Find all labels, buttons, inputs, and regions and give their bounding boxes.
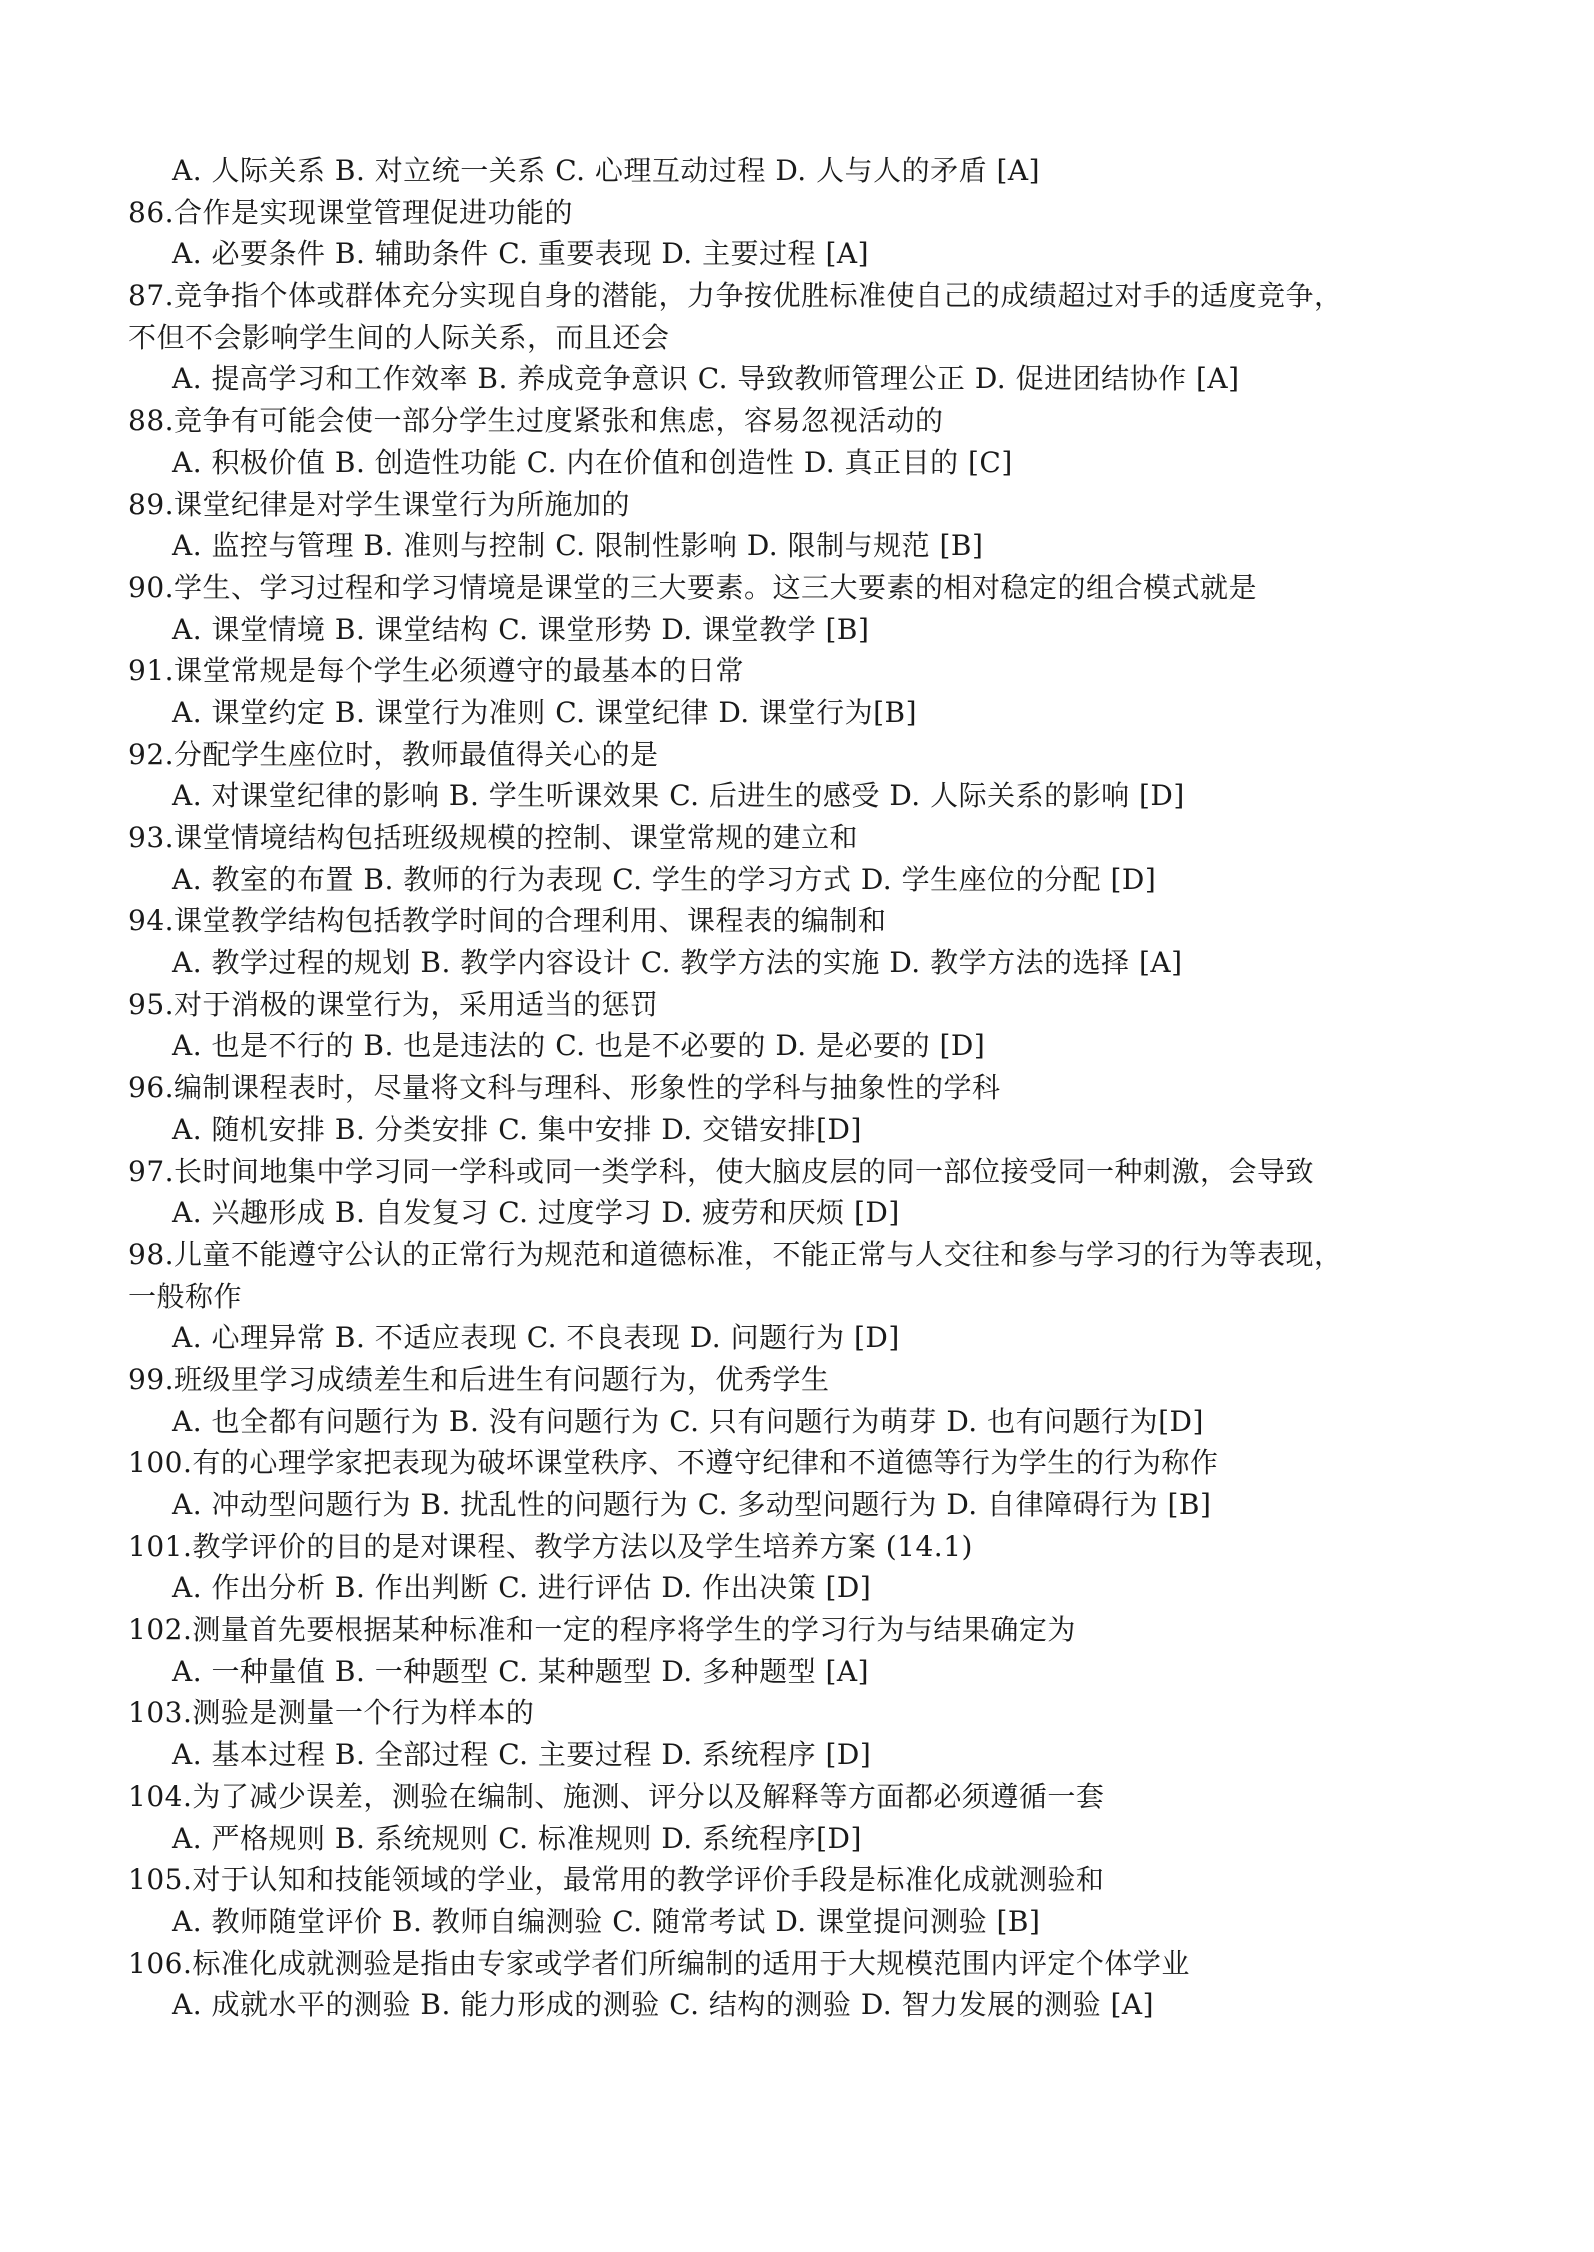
question-text-line: 95.对于消极的课堂行为，采用适当的惩罚	[128, 987, 659, 1021]
question-text-line: 87.竞争指个体或群体充分实现自身的潜能，力争按优胜标准使自己的成绩超过对手的适度竞争，	[128, 279, 1343, 313]
answer-options-line: A. 随机安排 B. 分类安排 C. 集中安排 D. 交错安排[D]	[172, 1112, 862, 1146]
question-text-line: 86.合作是实现课堂管理促进功能的	[128, 195, 574, 229]
answer-options-line: A. 心理异常 B. 不适应表现 C. 不良表现 D. 问题行为 [D]	[172, 1321, 900, 1355]
question-text-line: 99.班级里学习成绩差生和后进生有问题行为，优秀学生	[128, 1362, 830, 1396]
question-text-line: 106.标准化成就测验是指由专家或学者们所编制的适用于大规模范围内评定个体学业	[128, 1946, 1190, 1980]
question-list	[128, 150, 1488, 2026]
question-text-line: 103.测验是测量一个行为样本的	[128, 1696, 535, 1730]
answer-options-line: A. 成就水平的测验 B. 能力形成的测验 C. 结构的测验 D. 智力发展的测验 [A]	[172, 1988, 1155, 2022]
answer-options-line: A. 也全都有问题行为 B. 没有问题行为 C. 只有问题行为萌芽 D. 也有问题行为[D]	[172, 1404, 1204, 1438]
answer-options-line: A. 教学过程的规划 B. 教学内容设计 C. 教学方法的实施 D. 教学方法的选择 [A]	[172, 946, 1183, 980]
question-text-line: 104.为了减少误差，测验在编制、施测、评分以及解释等方面都必须遵循一套	[128, 1779, 1105, 1813]
answer-options-line: A. 必要条件 B. 辅助条件 C. 重要表现 D. 主要过程 [A]	[172, 237, 870, 271]
answer-options-line: A. 也是不行的 B. 也是违法的 C. 也是不必要的 D. 是必要的 [D]	[172, 1029, 986, 1063]
answer-options-line: A. 基本过程 B. 全部过程 C. 主要过程 D. 系统程序 [D]	[172, 1738, 872, 1772]
question-text-line: 100.有的心理学家把表现为破坏课堂秩序、不遵守纪律和不道德等行为学生的行为称作	[128, 1446, 1219, 1480]
question-text-line: 105.对于认知和技能领域的学业，最常用的教学评价手段是标准化成就测验和	[128, 1863, 1105, 1897]
answer-options-line: A. 作出分析 B. 作出判断 C. 进行评估 D. 作出决策 [D]	[172, 1571, 872, 1605]
question-text-line: 98.儿童不能遵守公认的正常行为规范和道德标准，不能正常与人交往和参与学习的行为等表现，	[128, 1237, 1343, 1271]
answer-options-line: A. 人际关系 B. 对立统一关系 C. 心理互动过程 D. 人与人的矛盾 [A]	[172, 154, 1041, 187]
question-text-line: 97.长时间地集中学习同一学科或同一类学科，使大脑皮层的同一部位接受同一种刺激，会导致	[128, 1154, 1315, 1188]
question-text-line: 91.课堂常规是每个学生必须遵守的最基本的日常	[128, 654, 745, 688]
answer-options-line: A. 积极价值 B. 创造性功能 C. 内在价值和创造性 D. 真正目的 [C]	[172, 445, 1013, 479]
answer-options-line: A. 一种量值 B. 一种题型 C. 某种题型 D. 多种题型 [A]	[172, 1654, 870, 1688]
answer-options-line: A. 监控与管理 B. 准则与控制 C. 限制性影响 D. 限制与规范 [B]	[172, 529, 984, 563]
question-text-line: 88.竞争有可能会使一部分学生过度紧张和焦虑，容易忽视活动的	[128, 404, 944, 438]
question-text-line: 90.学生、学习过程和学习情境是课堂的三大要素。这三大要素的相对稳定的组合模式就是	[128, 570, 1258, 604]
question-text-line: 102.测量首先要根据某种标准和一定的程序将学生的学习行为与结果确定为	[128, 1613, 1076, 1647]
answer-options-line: A. 教室的布置 B. 教师的行为表现 C. 学生的学习方式 D. 学生座位的分配 [D]	[172, 862, 1157, 896]
question-text-line: 93.课堂情境结构包括班级规模的控制、课堂常规的建立和	[128, 821, 859, 854]
answer-options-line: A. 课堂情境 B. 课堂结构 C. 课堂形势 D. 课堂教学 [B]	[172, 612, 870, 646]
question-text-line: 一般称作	[128, 1279, 243, 1313]
question-text-line: 94.课堂教学结构包括教学时间的合理利用、课程表的编制和	[128, 904, 887, 938]
question-text-line: 96.编制课程表时，尽量将文科与理科、形象性的学科与抽象性的学科	[128, 1071, 1001, 1105]
answer-options-line: A. 提高学习和工作效率 B. 养成竞争意识 C. 导致教师管理公正 D. 促进团结协作 [A]	[172, 362, 1240, 396]
answer-options-line: A. 严格规则 B. 系统规则 C. 标准规则 D. 系统程序[D]	[172, 1821, 862, 1855]
answer-options-line: A. 课堂约定 B. 课堂行为准则 C. 课堂纪律 D. 课堂行为[B]	[172, 695, 918, 729]
question-text-line: 92.分配学生座位时，教师最值得关心的是	[128, 737, 659, 771]
question-text-line: 不但不会影响学生间的人际关系，而且还会	[128, 320, 670, 354]
answer-options-line: A. 教师随堂评价 B. 教师自编测验 C. 随常考试 D. 课堂提问测验 [B]	[172, 1904, 1041, 1938]
question-text-line: 89.课堂纪律是对学生课堂行为所施加的	[128, 487, 631, 521]
question-text-line: 101.教学评价的目的是对课程、教学方法以及学生培养方案 (14.1)	[128, 1529, 973, 1563]
answer-options-line: A. 冲动型问题行为 B. 扰乱性的问题行为 C. 多动型问题行为 D. 自律障碍行为 [B]	[172, 1488, 1212, 1521]
answer-options-line: A. 兴趣形成 B. 自发复习 C. 过度学习 D. 疲劳和厌烦 [D]	[172, 1196, 900, 1230]
answer-options-line: A. 对课堂纪律的影响 B. 学生听课效果 C. 后进生的感受 D. 人际关系的影响 [D]	[172, 779, 1185, 813]
